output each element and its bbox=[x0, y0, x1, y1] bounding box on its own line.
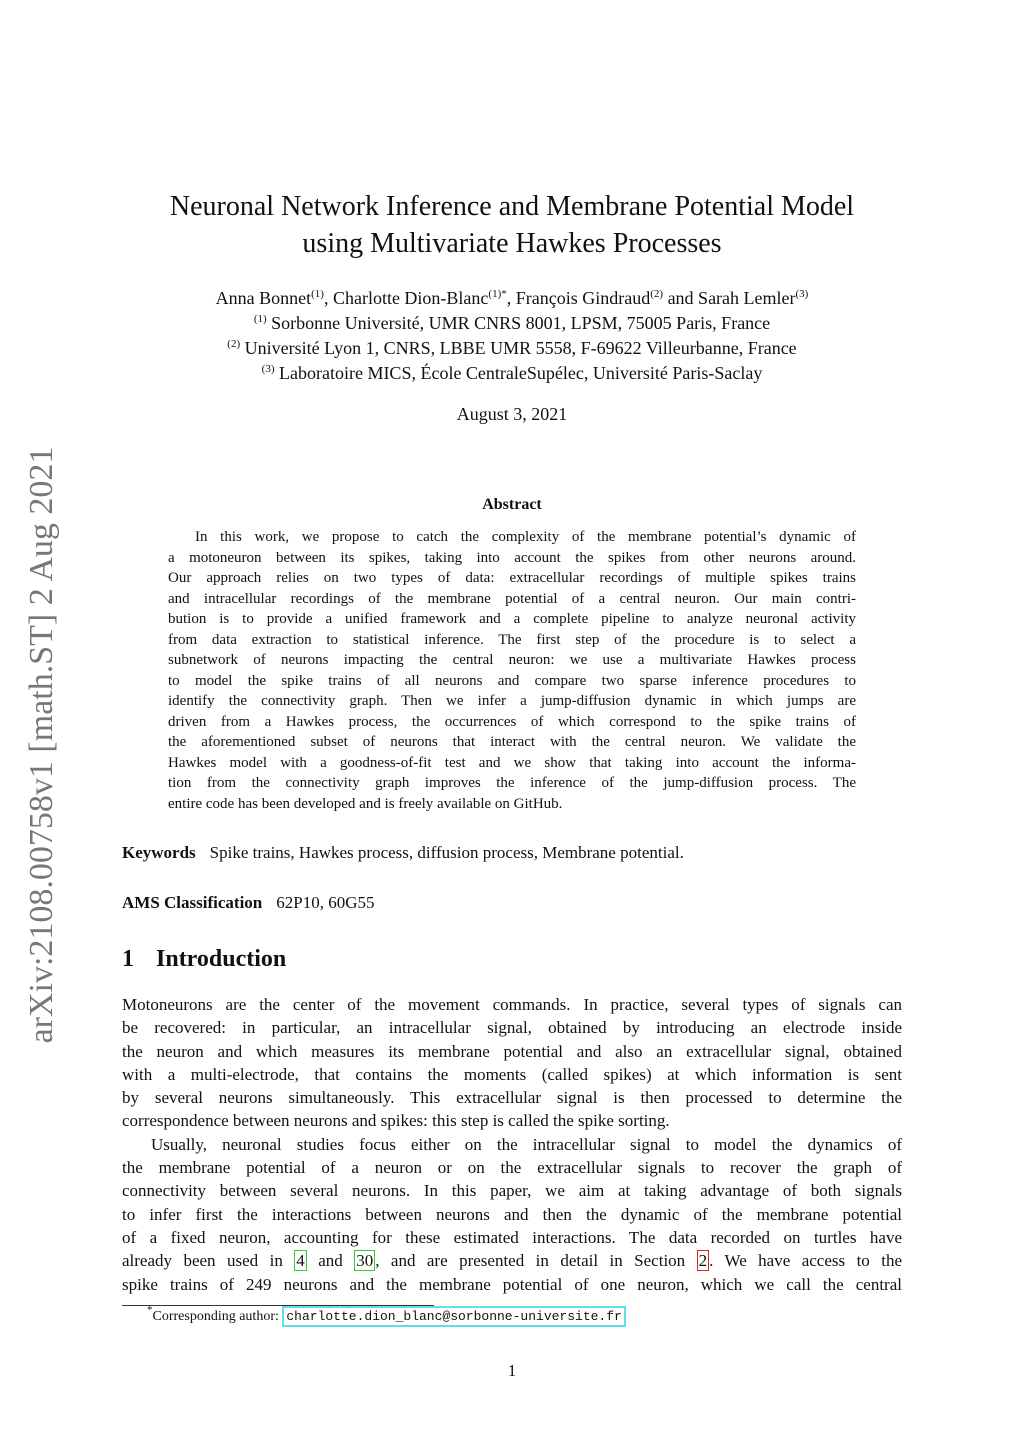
footnote-text: Corresponding author: bbox=[152, 1309, 283, 1324]
author-sup: (3) bbox=[795, 288, 809, 300]
abstract-heading: Abstract bbox=[482, 496, 542, 513]
text-line: to infer first the interactions between neurons and then the dynamic of the membrane potential bbox=[122, 1204, 902, 1224]
title-line: Neuronal Network Inference and Membrane Potential Model bbox=[169, 191, 855, 222]
text-line: tion from the connectivity graph improves the inference of the jump-diffusion process. The bbox=[168, 775, 856, 791]
affiliation bbox=[0, 336, 1024, 361]
text-line: connectivity between several neurons. In this paper, we aim at taking advantage of both signals bbox=[122, 1181, 902, 1201]
citation-link[interactable]: 30 bbox=[356, 1251, 374, 1271]
footnote-mark: * bbox=[147, 1304, 153, 1316]
text-line: to model the spike trains of all neurons and compare two sparse inference procedures to bbox=[168, 672, 856, 689]
text-line: by several neurons simultaneously. This extracellular signal is then processed to determine the bbox=[122, 1088, 902, 1108]
text-line: subnetwork of neurons impacting the central neuron: we use a multivariate Hawkes process bbox=[168, 652, 856, 668]
text-line: Our approach relies on two types of data: extracellular recordings of multiple spikes trains bbox=[168, 570, 856, 586]
text-line: from data extraction to statistical inference. The first step of the procedure is to select a bbox=[168, 631, 856, 648]
paragraph bbox=[122, 993, 902, 1133]
text-line: bution is to provide a unified framework and a complete pipeline to analyze neuronal activity bbox=[168, 611, 856, 627]
author: , François Gindraud bbox=[506, 288, 651, 308]
email-link[interactable]: charlotte.dion_blanc@sorbonne-universite.fr bbox=[282, 1306, 625, 1327]
ams-text: 62P10, 60G55 bbox=[276, 893, 375, 912]
section-link[interactable]: 2 bbox=[698, 1251, 708, 1271]
section-heading bbox=[122, 946, 286, 973]
citation-link[interactable]: 4 bbox=[296, 1251, 305, 1271]
author: Anna Bonnet bbox=[215, 288, 312, 308]
text-line: In this work, we propose to catch the complexity of the membrane potential’s dynamic of bbox=[195, 529, 856, 545]
authors-block bbox=[0, 286, 1024, 386]
text-line: Motoneurons are the center of the movement commands. In practice, several types of signals can bbox=[122, 995, 902, 1014]
affiliation-text: Sorbonne Université, UMR CNRS 8001, LPSM, 75005 Paris, France bbox=[266, 313, 771, 333]
text-line: identify the connectivity graph. Then we infer a jump-diffusion dynamic in which jumps are bbox=[168, 693, 856, 709]
affiliation-sup: (1) bbox=[253, 313, 267, 325]
author: , Charlotte Dion-Blanc bbox=[323, 288, 489, 308]
page-number: 1 bbox=[507, 1361, 517, 1380]
author-list bbox=[0, 286, 1024, 311]
text: . We have access to the bbox=[709, 1251, 903, 1271]
introduction-body bbox=[122, 993, 902, 1296]
section-number: 1 bbox=[122, 946, 134, 972]
arxiv-identifier: arXiv:2108.00758v1 [math.ST] 2 Aug 2021 bbox=[23, 446, 60, 1044]
affiliation-text: Laboratoire MICS, École CentraleSupélec, Université Paris-Saclay bbox=[274, 363, 763, 383]
author-sup: (1)* bbox=[488, 288, 507, 300]
text: and bbox=[306, 1251, 355, 1271]
affiliation bbox=[0, 361, 1024, 386]
text-line: with a multi-electrode, that contains the moments (called spikes) at which information is sent bbox=[122, 1064, 902, 1084]
text-line: the neuron and which measures its membrane potential and also an extracellular signal, obtained bbox=[122, 1041, 902, 1061]
text-line: correspondence between neurons and spikes: this step is called the spike sorting. bbox=[122, 1111, 670, 1131]
text-line: and intracellular recordings of the membrane potential of a central neuron. Our main contri- bbox=[168, 590, 856, 607]
abstract-body bbox=[168, 527, 856, 814]
text: , and are presented in detail in Section bbox=[375, 1251, 697, 1271]
ams-label: AMS Classification bbox=[122, 893, 263, 912]
text-line: be recovered: in particular, an intracellular signal, obtained by introducing an electrode inside bbox=[122, 1018, 902, 1038]
paragraph bbox=[122, 1133, 902, 1249]
keywords-label: Keywords bbox=[122, 843, 196, 862]
affiliation-text: Université Lyon 1, CNRS, LBBE UMR 5558, F-69622 Villeurbanne, France bbox=[240, 338, 797, 358]
affiliation bbox=[0, 311, 1024, 336]
section-title: Introduction bbox=[156, 946, 287, 972]
text-line: entire code has been developed and is freely available on GitHub. bbox=[168, 795, 563, 812]
text-line: the membrane potential of a neuron or on the extracellular signals to recover the graph of bbox=[122, 1158, 902, 1178]
keywords bbox=[122, 843, 684, 863]
text-line: driven from a Hawkes process, the occurrences of which correspond to the spike trains of bbox=[168, 713, 856, 730]
author-sup: (1) bbox=[311, 288, 324, 300]
keywords-text: Spike trains, Hawkes process, diffusion process, Membrane potential. bbox=[209, 843, 684, 862]
text-line: a motoneuron between its spikes, taking into account the spikes from other neurons around. bbox=[168, 549, 856, 566]
text: already been used in bbox=[122, 1251, 295, 1271]
title-line: using Multivariate Hawkes Processes bbox=[302, 228, 722, 259]
affiliation-sup: (2) bbox=[227, 338, 241, 350]
text-line: Hawkes model with a goodness-of-fit test and we show that taking into account the informa- bbox=[168, 754, 856, 771]
text-line: spike trains of 249 neurons and the membrane potential of one neuron, which we call the central bbox=[122, 1274, 902, 1294]
paper-title bbox=[0, 188, 1024, 262]
author-sup: (2) bbox=[650, 288, 664, 300]
text-line bbox=[122, 1249, 902, 1272]
paper-date: August 3, 2021 bbox=[456, 404, 568, 424]
text-line: of a fixed neuron, accounting for these estimated interactions. The data recorded on turtles have bbox=[122, 1227, 902, 1247]
ams-classification bbox=[122, 893, 374, 913]
author: and Sarah Lemler bbox=[663, 288, 796, 308]
footnote bbox=[147, 1304, 626, 1325]
text-line: Usually, neuronal studies focus either on the intracellular signal to model the dynamics of bbox=[151, 1134, 902, 1154]
affiliation-sup: (3) bbox=[261, 363, 275, 375]
text-line: the aforementioned subset of neurons that interact with the central neuron. We validate the bbox=[168, 734, 856, 750]
